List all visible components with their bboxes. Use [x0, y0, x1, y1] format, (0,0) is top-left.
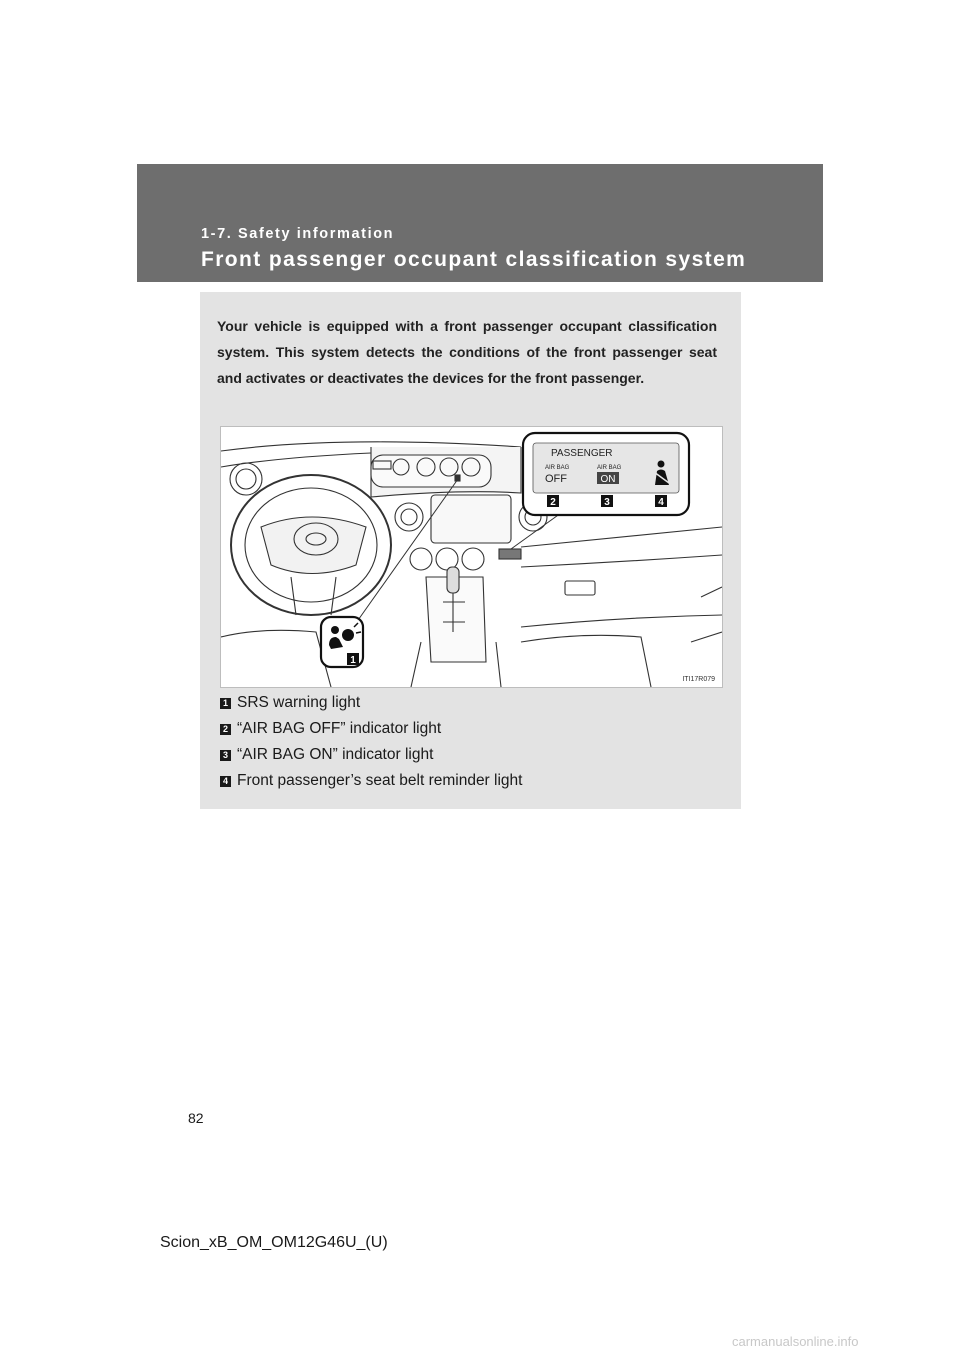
- callout-4-label: 4: [658, 497, 664, 508]
- section-header: [137, 164, 823, 282]
- content-box: [200, 292, 741, 809]
- legend-text: Front passenger’s seat belt reminder light: [237, 772, 523, 789]
- watermark: carmanualsonline.info: [732, 1334, 859, 1349]
- legend-text: “AIR BAG OFF” indicator light: [237, 720, 442, 737]
- callout-2-label: 2: [550, 497, 556, 508]
- legend-item: [220, 768, 730, 794]
- dashboard-illustration: [220, 426, 723, 688]
- document-id: Scion_xB_OM_OM12G46U_(U): [160, 1234, 388, 1251]
- airbag-on-caption: AIR BAG: [597, 465, 622, 471]
- legend-number-badge: 1: [220, 698, 231, 709]
- legend-item: [220, 716, 730, 742]
- section-label: 1-7. Safety information: [201, 226, 395, 242]
- callout-3-label: 3: [604, 497, 610, 508]
- intro-paragraph: Your vehicle is equipped with a front passenger occupant classification system. This system detects the conditions of the front passenger seat and activates or deactivates the devices for the front passenger.: [217, 318, 717, 386]
- legend-number-badge: 4: [220, 776, 231, 787]
- legend-number-badge: 2: [220, 724, 231, 735]
- airbag-on-state: ON: [600, 474, 616, 485]
- legend-text: “AIR BAG ON” indicator light: [237, 746, 434, 763]
- legend-item: [220, 742, 730, 768]
- airbag-off-caption: AIR BAG: [545, 465, 570, 471]
- legend-list: [220, 690, 730, 794]
- legend-number-badge: 3: [220, 750, 231, 761]
- legend-text: SRS warning light: [237, 694, 361, 711]
- figure-code: ITI17R079: [682, 676, 715, 683]
- page-number: 82: [188, 1110, 204, 1126]
- page-title: Front passenger occupant classification system: [201, 248, 747, 271]
- panel-title: PASSENGER: [551, 448, 613, 459]
- airbag-off-state: OFF: [545, 473, 567, 485]
- legend-item: [220, 690, 730, 716]
- callout-1-label: 1: [350, 655, 356, 666]
